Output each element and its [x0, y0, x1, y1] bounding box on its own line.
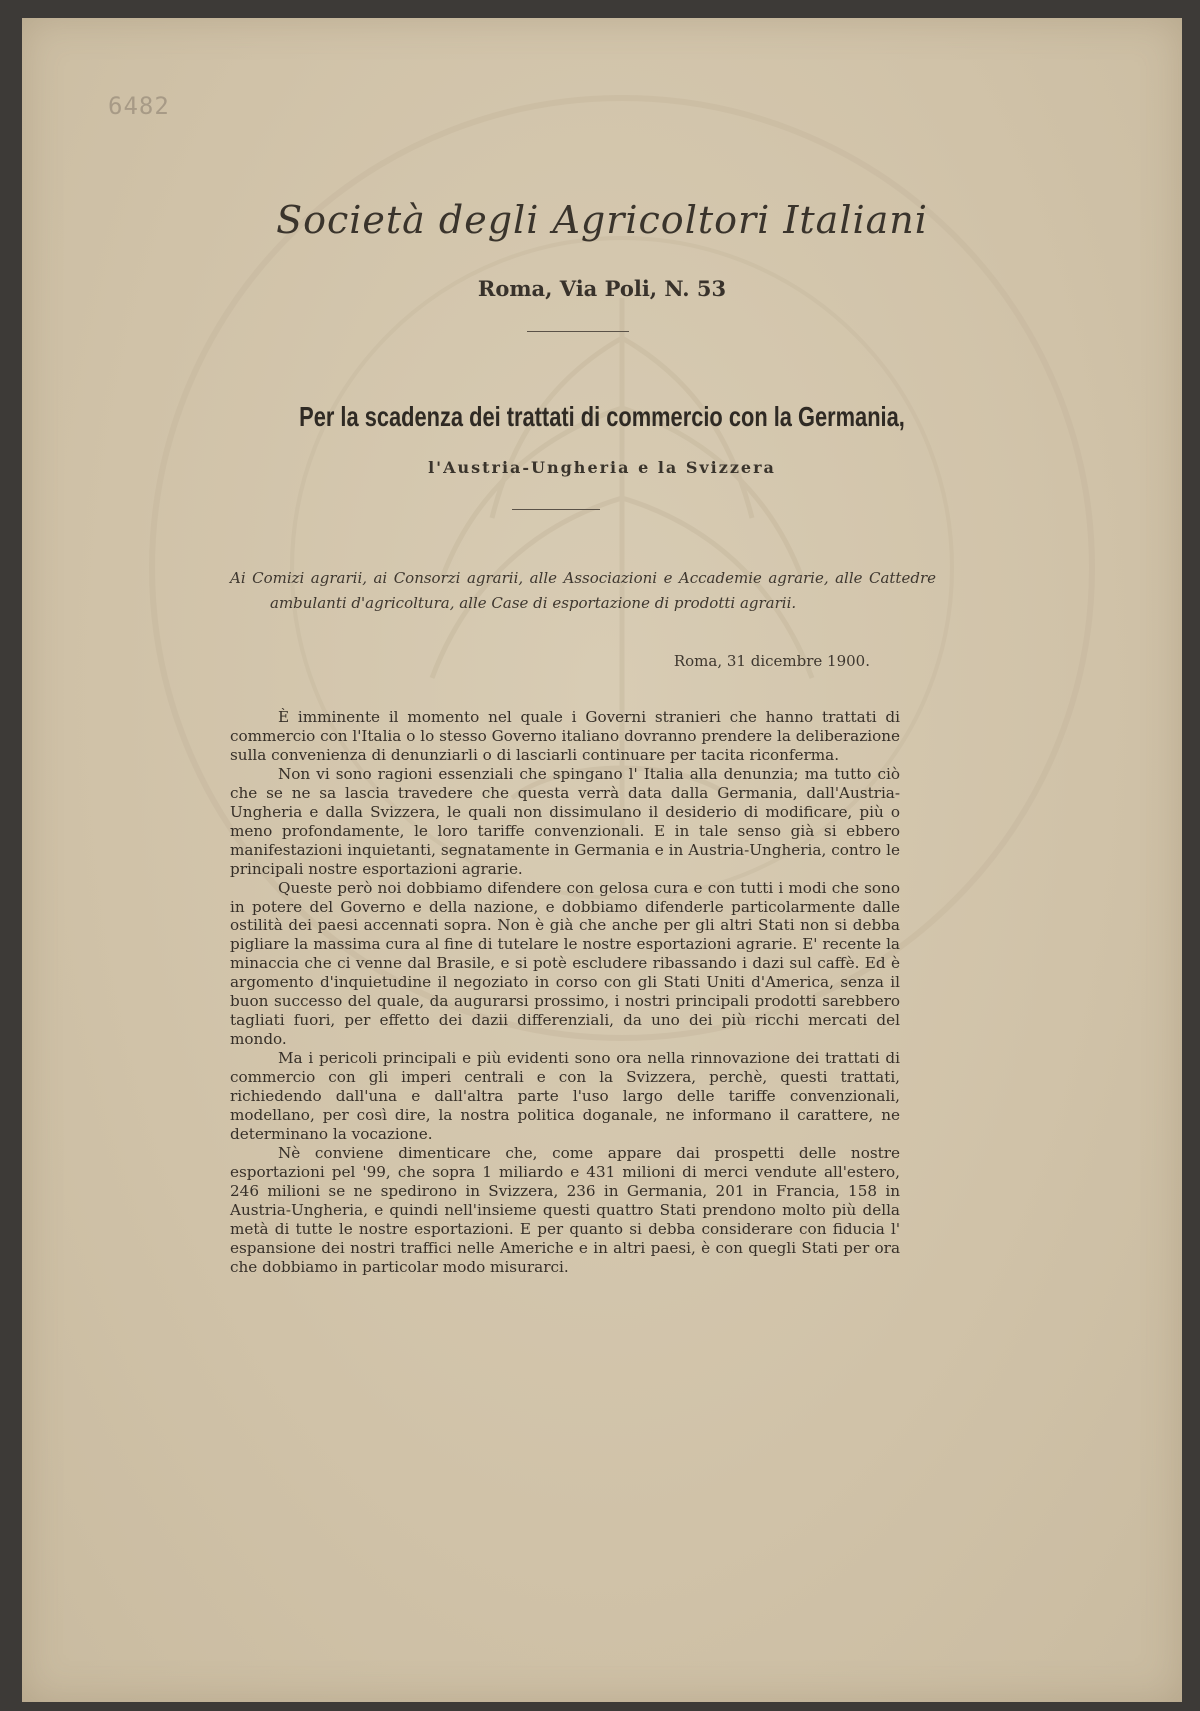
letter-body	[230, 708, 900, 1277]
divider-rule	[512, 509, 600, 510]
recipients-text: Ai Comizi agrarii, ai Consorzi agrarii, alle Associazioni e Accademie agrarie, alle Cattedre ambulanti d'agricoltura, alle Case di esportazione di prodotti agrarii.	[230, 569, 936, 612]
catalog-number: 6482	[108, 92, 170, 120]
document-headline: Per la scadenza dei trattati di commercio con la Germania,	[299, 401, 905, 432]
society-address: Roma, Via Poli, N. 53	[477, 276, 727, 301]
date-line: Roma, 31 dicembre 1900.	[673, 652, 870, 670]
paragraph: È imminente il momento nel quale i Governi stranieri che hanno trattati di commercio con l'Italia o lo stesso Governo italiano dovranno prendere la deliberazione sulla convenienza di denunziarli o di lasciarli continuare per tacita riconferma.	[230, 708, 900, 764]
recipients-block	[230, 566, 936, 615]
paragraph: Nè conviene dimenticare che, come appare dai prospetti delle nostre esportazioni pel '99, che sopra 1 miliardo e 431 milioni di merci vendute all'estero, 246 milioni se ne spedirono in Svizzera, 236 in Germania, 201 in Francia, 158 in Austria-Ungheria, e quindi nell'insieme questi quattro Stati prendono molto più della metà di tutte le nostre esportazioni. E per quanto si debba considerare con fiducia l' espansione dei nostri traffici nelle Americhe e in altri paesi, è con quegli Stati per ora che dobbiamo in particolar modo misurarci.	[230, 1143, 900, 1276]
paragraph: Non vi sono ragioni essenziali che spingano l' Italia alla denunzia; ma tutto ciò che se ne sa lascia travedere che questa verrà data dalla Germania, dall'Austria-Ungheria e dalla Svizzera, le quali non dissimulano il desiderio di modificare, più o meno profondamente, le loro tariffe convenzionali. E in tale senso già si ebbero manifestazioni inquietanti, segnatamente in Germania e in Austria-Ungheria, contro le principali nostre esportazioni agrarie.	[230, 764, 900, 878]
paragraph: Queste però noi dobbiamo difendere con gelosa cura e con tutti i modi che sono in potere del Governo e della nazione, e dobbiamo difenderle particolarmente dalle ostilità dei paesi accennati sopra. Non è già che anche per gli altri Stati non si debba pigliare la massima cura al fine di tutelare le nostre esportazioni agrarie. E' recente la minaccia che ci venne dal Brasile, e si potè escludere ribassando i dazi sul caffè. Ed è argomento d'inquietudine il negoziato in corso con gli Stati Uniti d'America, senza il buon successo del quale, da augurarsi prossimo, i nostri principali prodotti sarebbero tagliati fuori, per effetto dei dazii differenziali, da uno dei più ricchi mercati del mondo.	[230, 878, 900, 1049]
society-name: Società degli Agricoltori Italiani	[276, 198, 928, 242]
paragraph: Ma i pericoli principali e più evidenti sono ora nella rinnovazione dei trattati di commercio con gli imperi centrali e con la Svizzera, perchè, questi trattati, richiedendo dall'una e dall'altra parte l'uso largo delle tariffe convenzionali, modellano, per così dire, la nostra politica doganale, ne informano il carattere, ne determinano la vocazione.	[230, 1049, 900, 1143]
divider-rule	[527, 331, 629, 332]
document-subheadline: l'Austria-Ungheria e la Svizzera	[428, 458, 776, 477]
document-page	[22, 18, 1182, 1702]
